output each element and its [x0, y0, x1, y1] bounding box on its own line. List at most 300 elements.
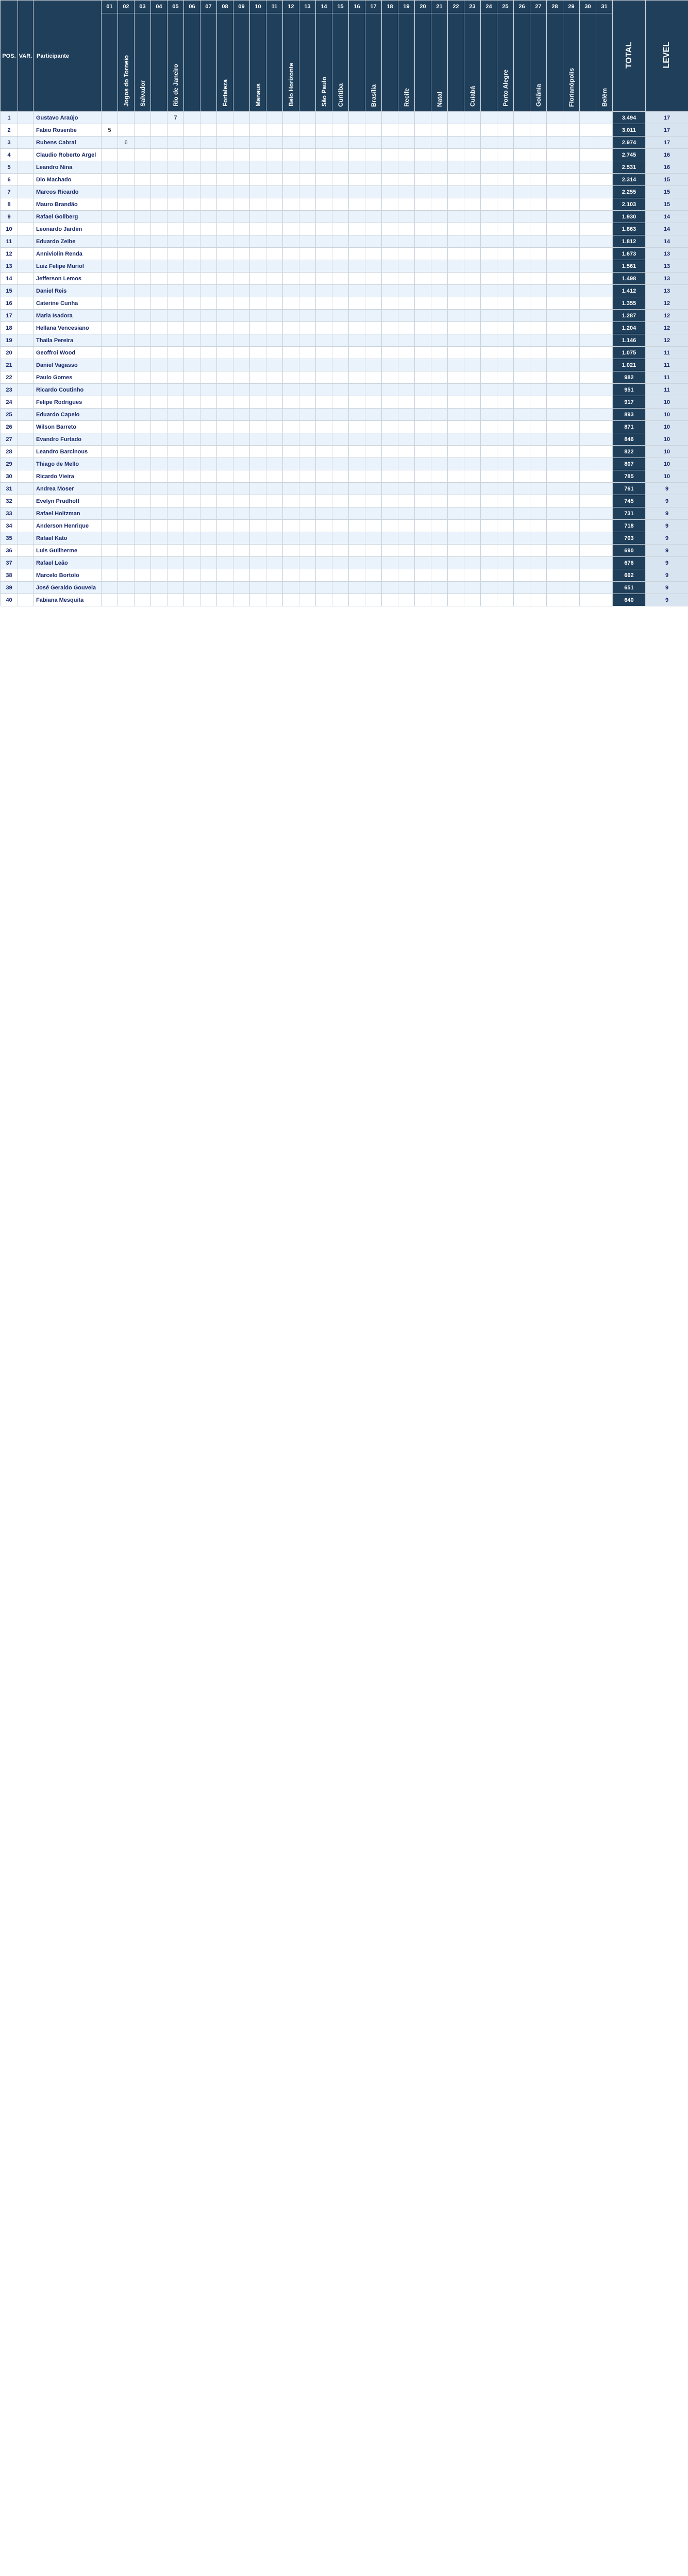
- row-stage-score: [349, 557, 365, 569]
- row-stage-score: [135, 347, 151, 359]
- row-stage-score: [431, 198, 448, 211]
- row-total: 893: [613, 409, 646, 421]
- row-stage-score: [431, 161, 448, 174]
- row-stage-score: [151, 446, 167, 458]
- level-header-label: LEVEL: [662, 42, 671, 69]
- row-stage-score: [481, 260, 497, 273]
- row-stage-score: [415, 495, 431, 507]
- row-stage-score: [250, 569, 266, 582]
- row-stage-score: [382, 273, 398, 285]
- table-row[interactable]: [1, 223, 688, 235]
- stage-name-29: [563, 13, 580, 112]
- row-stage-score: [448, 371, 464, 384]
- row-stage-score: [283, 520, 299, 532]
- row-stage-score: [135, 260, 151, 273]
- table-row[interactable]: [1, 124, 688, 137]
- row-stage-score: [448, 409, 464, 421]
- row-total: 718: [613, 520, 646, 532]
- row-stage-score: [481, 371, 497, 384]
- row-participant-name: Andrea Moser: [33, 483, 102, 495]
- row-stage-score: [497, 310, 514, 322]
- row-stage-score: [596, 582, 613, 594]
- row-stage-score: [349, 310, 365, 322]
- row-stage-score: [596, 260, 613, 273]
- table-row[interactable]: [1, 371, 688, 384]
- row-level: 13: [646, 248, 688, 260]
- row-stage-score: [497, 297, 514, 310]
- row-stage-score: [497, 545, 514, 557]
- stage-number-14: 14: [316, 1, 332, 13]
- table-row[interactable]: [1, 235, 688, 248]
- row-stage-score: [135, 248, 151, 260]
- row-stage-score: [580, 594, 596, 606]
- row-stage-score: [349, 211, 365, 223]
- row-stage-score: [497, 322, 514, 334]
- row-stage-score: [217, 359, 233, 371]
- row-stage-score: [365, 545, 382, 557]
- row-stage-score: [299, 285, 316, 297]
- stage-name-1: [102, 13, 118, 112]
- row-stage-score: [398, 520, 415, 532]
- row-stage-score: [464, 174, 481, 186]
- row-stage-score: [316, 470, 332, 483]
- row-stage-score: [266, 557, 283, 569]
- row-stage-score: [233, 235, 250, 248]
- row-stage-score: [233, 347, 250, 359]
- row-stage-score: [580, 174, 596, 186]
- row-stage-score: [118, 285, 135, 297]
- row-variation: [18, 470, 33, 483]
- table-row[interactable]: [1, 545, 688, 557]
- row-stage-score: [135, 112, 151, 124]
- row-stage-score: [547, 273, 563, 285]
- row-stage-score: [102, 409, 118, 421]
- row-stage-score: [382, 223, 398, 235]
- row-total: 761: [613, 483, 646, 495]
- row-total: 2.314: [613, 174, 646, 186]
- table-row[interactable]: [1, 322, 688, 334]
- row-stage-score: [299, 409, 316, 421]
- table-row[interactable]: [1, 520, 688, 532]
- row-stage-score: [481, 483, 497, 495]
- row-stage-score: [332, 248, 349, 260]
- row-stage-score: [316, 396, 332, 409]
- row-stage-score: [151, 409, 167, 421]
- row-stage-score: [514, 186, 530, 198]
- row-stage-score: [448, 211, 464, 223]
- row-stage-score: [415, 347, 431, 359]
- row-participant-name: Eduardo Capelo: [33, 409, 102, 421]
- row-stage-score: [349, 248, 365, 260]
- table-row[interactable]: [1, 421, 688, 433]
- row-stage-score: [250, 582, 266, 594]
- row-stage-score: [250, 359, 266, 371]
- row-participant-name: Anderson Henrique: [33, 520, 102, 532]
- row-stage-score: [102, 594, 118, 606]
- row-stage-score: [135, 421, 151, 433]
- row-stage-score: [464, 198, 481, 211]
- row-stage-score: [349, 273, 365, 285]
- row-position: 10: [1, 223, 18, 235]
- row-level: 10: [646, 470, 688, 483]
- row-stage-score: [563, 458, 580, 470]
- row-stage-score: [497, 446, 514, 458]
- row-stage-score: [200, 186, 217, 198]
- row-stage-score: [547, 211, 563, 223]
- row-stage-score: [332, 569, 349, 582]
- row-stage-score: [167, 297, 184, 310]
- row-stage-score: [233, 495, 250, 507]
- row-stage-score: [233, 483, 250, 495]
- row-stage-score: [431, 569, 448, 582]
- row-position: 33: [1, 507, 18, 520]
- row-stage-score: [514, 198, 530, 211]
- row-stage-score: [530, 396, 547, 409]
- row-stage-score: [250, 174, 266, 186]
- row-stage-score: [102, 384, 118, 396]
- row-stage-score: [200, 557, 217, 569]
- table-row[interactable]: [1, 483, 688, 495]
- table-row[interactable]: [1, 285, 688, 297]
- row-participant-name: Gustavo Araújo: [33, 112, 102, 124]
- row-stage-score: [448, 186, 464, 198]
- table-row[interactable]: [1, 186, 688, 198]
- row-participant-name: Daniel Vagasso: [33, 359, 102, 371]
- row-stage-score: [151, 223, 167, 235]
- row-stage-score: [580, 470, 596, 483]
- row-stage-score: [514, 569, 530, 582]
- row-stage-score: [316, 421, 332, 433]
- table-row[interactable]: [1, 161, 688, 174]
- row-stage-score: [299, 297, 316, 310]
- stage-name-17: [365, 13, 382, 112]
- row-stage-score: [547, 137, 563, 149]
- row-stage-score: [398, 495, 415, 507]
- row-stage-score: [415, 334, 431, 347]
- row-stage-score: [382, 520, 398, 532]
- row-stage-score: [332, 161, 349, 174]
- table-row[interactable]: [1, 310, 688, 322]
- row-stage-score: [135, 273, 151, 285]
- row-stage-score: [184, 545, 200, 557]
- row-stage-score: [283, 186, 299, 198]
- table-row[interactable]: [1, 495, 688, 507]
- stage-name-22: [448, 13, 464, 112]
- row-stage-score: [481, 310, 497, 322]
- row-stage-score: [299, 322, 316, 334]
- row-stage-score: [497, 470, 514, 483]
- row-stage-score: [250, 483, 266, 495]
- row-stage-score: [118, 557, 135, 569]
- row-stage-score: [217, 235, 233, 248]
- ranking-body: [1, 112, 688, 606]
- row-total: 703: [613, 532, 646, 545]
- row-stage-score: [547, 124, 563, 137]
- row-stage-score: [151, 421, 167, 433]
- row-stage-score: [365, 569, 382, 582]
- row-stage-score: [184, 495, 200, 507]
- row-stage-score: [151, 297, 167, 310]
- row-stage-score: [167, 235, 184, 248]
- row-variation: [18, 532, 33, 545]
- row-stage-score: [184, 557, 200, 569]
- table-row[interactable]: [1, 582, 688, 594]
- row-level: 11: [646, 359, 688, 371]
- row-stage-score: [580, 384, 596, 396]
- row-position: 17: [1, 310, 18, 322]
- row-stage-score: [415, 520, 431, 532]
- row-stage-score: [200, 149, 217, 161]
- row-stage-score: [283, 483, 299, 495]
- row-stage-score: [266, 421, 283, 433]
- row-stage-score: [365, 470, 382, 483]
- row-stage-score: [514, 285, 530, 297]
- row-stage-score: [431, 137, 448, 149]
- table-row[interactable]: [1, 446, 688, 458]
- row-stage-score: [102, 334, 118, 347]
- row-stage-score: [316, 347, 332, 359]
- row-level: 9: [646, 483, 688, 495]
- row-stage-score: [497, 149, 514, 161]
- row-stage-score: [415, 470, 431, 483]
- row-stage-score: [464, 359, 481, 371]
- table-row[interactable]: [1, 149, 688, 161]
- table-row[interactable]: [1, 409, 688, 421]
- row-stage-score: [299, 334, 316, 347]
- row-participant-name: Marcelo Bortolo: [33, 569, 102, 582]
- row-stage-score: [431, 260, 448, 273]
- row-stage-score: [135, 334, 151, 347]
- row-stage-score: [266, 186, 283, 198]
- table-row[interactable]: [1, 297, 688, 310]
- table-row[interactable]: [1, 347, 688, 359]
- row-stage-score: [299, 273, 316, 285]
- row-total: 731: [613, 507, 646, 520]
- row-stage-score: [217, 347, 233, 359]
- table-row[interactable]: [1, 211, 688, 223]
- table-row[interactable]: [1, 458, 688, 470]
- row-stage-score: [530, 322, 547, 334]
- row-stage-score: [299, 260, 316, 273]
- row-stage-score: [151, 371, 167, 384]
- row-stage-score: [266, 384, 283, 396]
- row-stage-score: [464, 186, 481, 198]
- row-total: 2.103: [613, 198, 646, 211]
- row-stage-score: [102, 582, 118, 594]
- row-stage-score: [167, 371, 184, 384]
- row-stage-score: [332, 594, 349, 606]
- table-row[interactable]: [1, 273, 688, 285]
- row-stage-score: [135, 310, 151, 322]
- row-stage-score: [497, 161, 514, 174]
- row-stage-score: [250, 495, 266, 507]
- row-stage-score: [217, 273, 233, 285]
- row-stage-score: [415, 223, 431, 235]
- var-header: VAR.: [18, 1, 33, 112]
- table-row[interactable]: [1, 198, 688, 211]
- table-row[interactable]: [1, 594, 688, 606]
- row-stage-score: [283, 507, 299, 520]
- row-stage-score: [118, 273, 135, 285]
- row-stage-score: [167, 223, 184, 235]
- row-variation: [18, 310, 33, 322]
- row-stage-score: [266, 594, 283, 606]
- row-stage-score: [167, 273, 184, 285]
- row-stage-score: [283, 260, 299, 273]
- table-row[interactable]: [1, 248, 688, 260]
- row-stage-score: [349, 112, 365, 124]
- row-stage-score: [233, 396, 250, 409]
- row-total: 745: [613, 495, 646, 507]
- table-row[interactable]: [1, 532, 688, 545]
- row-stage-score: [596, 137, 613, 149]
- row-stage-score: [448, 260, 464, 273]
- row-stage-score: [250, 322, 266, 334]
- row-stage-score: [151, 507, 167, 520]
- row-stage-score: [448, 470, 464, 483]
- row-stage-score: [151, 520, 167, 532]
- row-stage-score: [448, 421, 464, 433]
- row-stage-score: [299, 174, 316, 186]
- row-stage-score: [481, 582, 497, 594]
- row-stage-score: [332, 532, 349, 545]
- row-stage-score: [233, 186, 250, 198]
- row-stage-score: [514, 396, 530, 409]
- row-participant-name: Fabiana Mesquita: [33, 594, 102, 606]
- row-stage-score: [547, 409, 563, 421]
- row-stage-score: [580, 223, 596, 235]
- row-stage-score: [448, 198, 464, 211]
- row-total: 662: [613, 569, 646, 582]
- row-stage-score: [184, 458, 200, 470]
- row-stage-score: [184, 582, 200, 594]
- row-stage-score: [316, 483, 332, 495]
- row-stage-score: [102, 520, 118, 532]
- row-stage-score: [382, 582, 398, 594]
- row-stage-score: [563, 186, 580, 198]
- row-stage-score: [266, 211, 283, 223]
- row-stage-score: [266, 569, 283, 582]
- row-stage-score: [299, 483, 316, 495]
- row-stage-score: [415, 124, 431, 137]
- row-stage-score: [497, 334, 514, 347]
- stage-name-19: [398, 13, 415, 112]
- row-stage-score: [514, 322, 530, 334]
- row-stage-score: [398, 470, 415, 483]
- row-stage-score: [118, 235, 135, 248]
- row-stage-score: [299, 211, 316, 223]
- row-stage-score: [332, 322, 349, 334]
- row-stage-score: [332, 137, 349, 149]
- row-stage-score: [349, 421, 365, 433]
- row-stage-score: [464, 421, 481, 433]
- row-stage-score: [200, 483, 217, 495]
- row-stage-score: [184, 433, 200, 446]
- row-stage-score: [332, 582, 349, 594]
- row-stage-score: [398, 137, 415, 149]
- row-stage-score: [448, 495, 464, 507]
- row-stage-score: [151, 495, 167, 507]
- row-variation: [18, 260, 33, 273]
- row-stage-score: [481, 285, 497, 297]
- row-stage-score: [217, 409, 233, 421]
- row-stage-score: [135, 198, 151, 211]
- row-stage-score: [497, 409, 514, 421]
- row-stage-score: [514, 507, 530, 520]
- table-row[interactable]: [1, 396, 688, 409]
- row-stage-score: [431, 557, 448, 569]
- table-row[interactable]: [1, 433, 688, 446]
- row-stage-score: [415, 211, 431, 223]
- table-row[interactable]: [1, 112, 688, 124]
- table-row[interactable]: [1, 260, 688, 273]
- table-row[interactable]: [1, 507, 688, 520]
- row-stage-score: [497, 359, 514, 371]
- stage-name-label: Brasília: [370, 84, 377, 107]
- row-participant-name: Luiz Felipe Muriol: [33, 260, 102, 273]
- row-participant-name: Hellana Vencesiano: [33, 322, 102, 334]
- stage-name-3: [135, 13, 151, 112]
- row-stage-score: [596, 532, 613, 545]
- row-stage-score: [167, 507, 184, 520]
- row-stage-score: [382, 161, 398, 174]
- row-stage-score: [283, 545, 299, 557]
- row-level: 14: [646, 223, 688, 235]
- row-stage-score: [398, 557, 415, 569]
- row-stage-score: [547, 458, 563, 470]
- row-stage-score: [514, 384, 530, 396]
- row-stage-score: [217, 124, 233, 137]
- row-stage-score: [382, 569, 398, 582]
- row-position: 12: [1, 248, 18, 260]
- row-stage-score: [431, 470, 448, 483]
- row-stage-score: [382, 260, 398, 273]
- table-row[interactable]: [1, 557, 688, 569]
- row-stage-score: [398, 322, 415, 334]
- row-stage-score: [547, 149, 563, 161]
- row-stage-score: [365, 112, 382, 124]
- row-total: 1.498: [613, 273, 646, 285]
- row-stage-score: [283, 149, 299, 161]
- row-stage-score: [102, 470, 118, 483]
- table-row[interactable]: [1, 334, 688, 347]
- row-stage-score: [514, 446, 530, 458]
- row-variation: [18, 446, 33, 458]
- table-row[interactable]: [1, 174, 688, 186]
- row-stage-score: [135, 384, 151, 396]
- row-stage-score: [151, 582, 167, 594]
- row-stage-score: [332, 483, 349, 495]
- table-row[interactable]: [1, 569, 688, 582]
- row-variation: [18, 248, 33, 260]
- table-row[interactable]: [1, 359, 688, 371]
- table-row[interactable]: [1, 470, 688, 483]
- row-stage-score: [596, 186, 613, 198]
- row-stage-score: [233, 198, 250, 211]
- table-row[interactable]: [1, 384, 688, 396]
- row-stage-score: [299, 458, 316, 470]
- table-row[interactable]: [1, 137, 688, 149]
- row-stage-score: [200, 198, 217, 211]
- row-stage-score: [118, 297, 135, 310]
- row-stage-score: [514, 545, 530, 557]
- row-total: 690: [613, 545, 646, 557]
- row-stage-score: [464, 260, 481, 273]
- row-stage-score: [514, 260, 530, 273]
- row-stage-score: [118, 161, 135, 174]
- row-stage-score: [596, 433, 613, 446]
- row-stage-score: [135, 582, 151, 594]
